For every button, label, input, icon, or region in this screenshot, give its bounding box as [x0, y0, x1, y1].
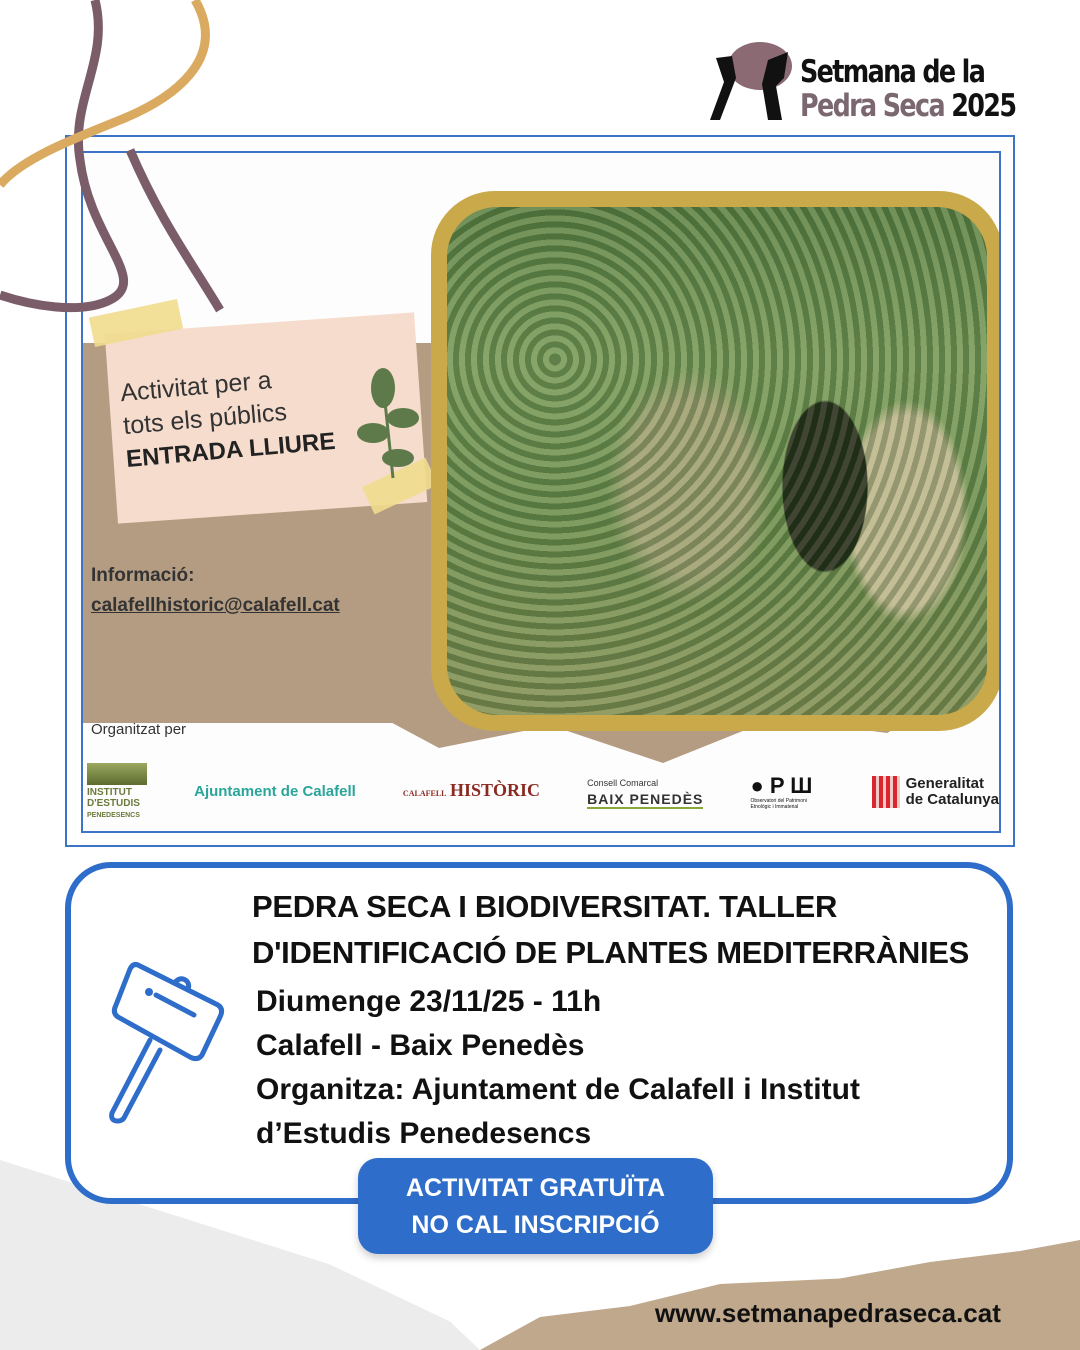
title-line2: D'IDENTIFICACIÓ DE PLANTES MEDITERRÀNIES	[252, 935, 970, 970]
event-logo	[800, 55, 1015, 123]
info-email-link[interactable]: calafellhistoric@calafell.cat	[91, 595, 340, 616]
leaf-icon	[353, 363, 423, 483]
logo-calafell-historic: CALAFELL HISTÒRIC	[402, 780, 541, 800]
logo-generalitat: Generalitat de Catalunya	[872, 776, 999, 808]
logo-consell-comarcal: Consell Comarcal BAIX PENEDÈS	[587, 778, 704, 807]
free-activity-badge	[358, 1158, 713, 1254]
organized-by-label: Organitzat per	[91, 721, 187, 738]
info-label: Informació:	[91, 565, 195, 586]
photo-frame	[431, 191, 1001, 731]
event-title	[252, 884, 969, 976]
event-organizer: Organitza: Ajuntament de Calafell i Institut	[256, 1073, 860, 1106]
decorative-curves	[0, 0, 240, 320]
hammer-icon	[100, 955, 235, 1130]
note-line2: tots els públics	[122, 397, 288, 441]
logo-line2a: Pedra Seca	[800, 88, 944, 124]
website-url: www.setmanapedraseca.cat	[655, 1298, 1001, 1328]
event-date: Diumenge 23/11/25 - 11h	[256, 985, 602, 1018]
logo-line1: Setmana de la	[800, 54, 985, 90]
event-place: Calafell - Baix Penedès	[256, 1029, 585, 1062]
cta-line2: NO CAL INSCRIPCIÓ	[411, 1211, 660, 1239]
logo-iep: INSTITUT D'ESTUDIS PENEDESENCS	[87, 763, 147, 821]
sponsor-logos	[87, 759, 999, 825]
info-block	[91, 565, 340, 617]
cta-line1: ACTIVITAT GRATUÏTA	[405, 1174, 666, 1202]
note-line3: ENTRADA LLIURE	[125, 427, 337, 473]
logo-opei: ● P Ш Observatori del Patrimoni Etnològic i Immaterial	[750, 773, 813, 810]
hands-stone-logo-icon	[708, 38, 798, 122]
event-organizer-cont: d’Estudis Penedesencs	[256, 1117, 592, 1150]
dry-stone-hut-photo	[447, 207, 987, 715]
logo-ajuntament: Ajuntament de Calafell	[194, 783, 356, 800]
note-text	[119, 359, 337, 476]
event-details	[256, 980, 860, 1156]
note-line1: Activitat per a	[119, 366, 273, 408]
torn-paper-brown	[480, 1240, 1080, 1350]
logo-year: 2025	[951, 88, 1016, 124]
title-line1: PEDRA SECA I BIODIVERSITAT. TALLER	[252, 889, 838, 924]
